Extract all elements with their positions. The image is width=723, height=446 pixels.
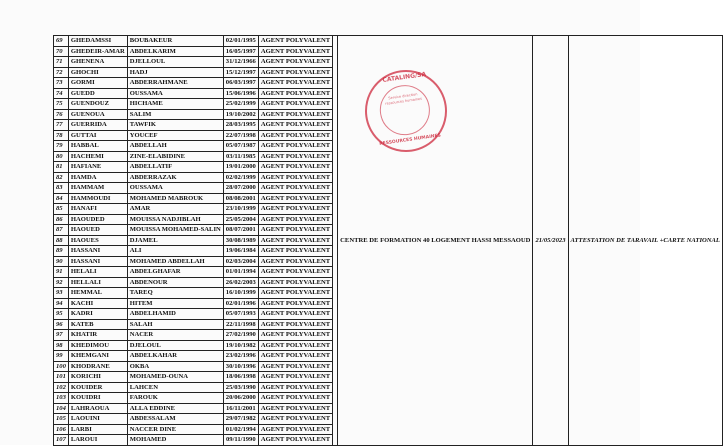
first-name-cell: ABDERRAHMANE bbox=[127, 78, 223, 89]
first-name-cell: ZINE-ELABIDINE bbox=[127, 151, 223, 162]
row-number: 78 bbox=[54, 130, 69, 141]
row-number: 89 bbox=[54, 246, 69, 257]
first-name-cell: ABDELKAHAR bbox=[127, 351, 223, 362]
first-name-cell: ABDELLAH bbox=[127, 141, 223, 152]
function-cell: AGENT POLYVALENT bbox=[258, 246, 332, 257]
first-name-cell: OUSSAMA bbox=[127, 88, 223, 99]
function-cell: AGENT POLYVALENT bbox=[258, 382, 332, 393]
last-name-cell: LARBI bbox=[68, 424, 127, 435]
last-name-cell: HANAFI bbox=[68, 204, 127, 215]
stamp-top-text: CATALING/SA bbox=[382, 70, 427, 84]
last-name-cell: HAOUDED bbox=[68, 214, 127, 225]
birth-date-cell: 20/06/2000 bbox=[223, 393, 258, 404]
row-number: 99 bbox=[54, 351, 69, 362]
row-number: 74 bbox=[54, 88, 69, 99]
first-name-cell: ABDELKARIM bbox=[127, 46, 223, 57]
birth-date-cell: 22/11/1998 bbox=[223, 319, 258, 330]
row-number: 107 bbox=[54, 435, 69, 446]
row-number: 71 bbox=[54, 57, 69, 68]
birth-date-cell: 19/10/1982 bbox=[223, 340, 258, 351]
function-cell: AGENT POLYVALENT bbox=[258, 193, 332, 204]
birth-date-cell: 15/06/1996 bbox=[223, 88, 258, 99]
documents-required-cell: ATTESTATION DE TARAVAIL +CARTE NATIONAL bbox=[568, 36, 722, 446]
birth-date-cell: 27/02/1990 bbox=[223, 330, 258, 341]
birth-date-cell: 06/03/1997 bbox=[223, 78, 258, 89]
row-number: 104 bbox=[54, 403, 69, 414]
first-name-cell: HADJ bbox=[127, 67, 223, 78]
row-number: 97 bbox=[54, 330, 69, 341]
first-name-cell: HITEM bbox=[127, 298, 223, 309]
first-name-cell: ABDELLATIF bbox=[127, 162, 223, 173]
row-number: 76 bbox=[54, 109, 69, 120]
first-name-cell: SALIM bbox=[127, 109, 223, 120]
last-name-cell: HASSANI bbox=[68, 256, 127, 267]
stamp-center-text: Service direction ressources humaines bbox=[384, 92, 423, 106]
first-name-cell: SALAH bbox=[127, 319, 223, 330]
row-number: 98 bbox=[54, 340, 69, 351]
row-number: 100 bbox=[54, 361, 69, 372]
first-name-cell: NACCER DINE bbox=[127, 424, 223, 435]
last-name-cell: KACHI bbox=[68, 298, 127, 309]
first-name-cell: AMAR bbox=[127, 204, 223, 215]
function-cell: AGENT POLYVALENT bbox=[258, 256, 332, 267]
function-cell: AGENT POLYVALENT bbox=[258, 120, 332, 131]
exam-date-cell: 21/05/2023 bbox=[533, 36, 568, 446]
birth-date-cell: 22/07/1998 bbox=[223, 130, 258, 141]
exam-center-cell: CENTRE DE FORMATION 40 LOGEMENT HASSI MESSAOUD bbox=[338, 36, 533, 446]
birth-date-cell: 28/03/1995 bbox=[223, 120, 258, 131]
stamp-bottom-text: RESSOURCES HUMAINES bbox=[379, 133, 442, 148]
row-number: 86 bbox=[54, 214, 69, 225]
birth-date-cell: 18/06/1998 bbox=[223, 372, 258, 383]
birth-date-cell: 28/07/2000 bbox=[223, 183, 258, 194]
birth-date-cell: 23/10/1999 bbox=[223, 204, 258, 215]
first-name-cell: DJELLOUL bbox=[127, 57, 223, 68]
function-cell: AGENT POLYVALENT bbox=[258, 414, 332, 425]
birth-date-cell: 15/12/1997 bbox=[223, 67, 258, 78]
last-name-cell: LAOUINI bbox=[68, 414, 127, 425]
first-name-cell: YOUCEF bbox=[127, 130, 223, 141]
birth-date-cell: 30/08/1989 bbox=[223, 235, 258, 246]
birth-date-cell: 05/07/1993 bbox=[223, 309, 258, 320]
last-name-cell: HAOUES bbox=[68, 235, 127, 246]
function-cell: AGENT POLYVALENT bbox=[258, 277, 332, 288]
last-name-cell: KHATIR bbox=[68, 330, 127, 341]
last-name-cell: HAMMAM bbox=[68, 183, 127, 194]
first-name-cell: TAREQ bbox=[127, 288, 223, 299]
last-name-cell: KOUIDER bbox=[68, 382, 127, 393]
last-name-cell: HEMMAL bbox=[68, 288, 127, 299]
first-name-cell: ABDESSALAM bbox=[127, 414, 223, 425]
first-name-cell: ALLA EDDINE bbox=[127, 403, 223, 414]
last-name-cell: GHEDEIR-AMAR bbox=[68, 46, 127, 57]
function-cell: AGENT POLYVALENT bbox=[258, 309, 332, 320]
last-name-cell: GUENDOUZ bbox=[68, 99, 127, 110]
last-name-cell: GUEDD bbox=[68, 88, 127, 99]
function-cell: AGENT POLYVALENT bbox=[258, 214, 332, 225]
row-number: 81 bbox=[54, 162, 69, 173]
birth-date-cell: 30/10/1996 bbox=[223, 361, 258, 372]
function-cell: AGENT POLYVALENT bbox=[258, 172, 332, 183]
last-name-cell: GUENOUA bbox=[68, 109, 127, 120]
last-name-cell: HAMMOUDI bbox=[68, 193, 127, 204]
row-number: 101 bbox=[54, 372, 69, 383]
function-cell: AGENT POLYVALENT bbox=[258, 204, 332, 215]
first-name-cell: MOUISSA MOHAMED-SALIN bbox=[127, 225, 223, 236]
last-name-cell: HACHEMI bbox=[68, 151, 127, 162]
function-cell: AGENT POLYVALENT bbox=[258, 162, 332, 173]
row-number: 77 bbox=[54, 120, 69, 131]
function-cell: AGENT POLYVALENT bbox=[258, 288, 332, 299]
first-name-cell: DJAMEL bbox=[127, 235, 223, 246]
first-name-cell: DJELOUL bbox=[127, 340, 223, 351]
function-cell: AGENT POLYVALENT bbox=[258, 235, 332, 246]
birth-date-cell: 02/03/2004 bbox=[223, 256, 258, 267]
birth-date-cell: 19/01/2000 bbox=[223, 162, 258, 173]
last-name-cell: KADRI bbox=[68, 309, 127, 320]
last-name-cell: KHODRANE bbox=[68, 361, 127, 372]
function-cell: AGENT POLYVALENT bbox=[258, 351, 332, 362]
row-number: 72 bbox=[54, 67, 69, 78]
function-cell: AGENT POLYVALENT bbox=[258, 67, 332, 78]
birth-date-cell: 16/11/2001 bbox=[223, 403, 258, 414]
last-name-cell: HAFIANE bbox=[68, 162, 127, 173]
last-name-cell: KORICHI bbox=[68, 372, 127, 383]
row-number: 95 bbox=[54, 309, 69, 320]
first-name-cell: MOHAMED ABDELLAH bbox=[127, 256, 223, 267]
function-cell: AGENT POLYVALENT bbox=[258, 225, 332, 236]
first-name-cell: OKBA bbox=[127, 361, 223, 372]
first-name-cell: OUSSAMA bbox=[127, 183, 223, 194]
row-number: 93 bbox=[54, 288, 69, 299]
birth-date-cell: 08/07/2001 bbox=[223, 225, 258, 236]
last-name-cell: HABBAL bbox=[68, 141, 127, 152]
last-name-cell: GUTTAI bbox=[68, 130, 127, 141]
last-name-cell: KOUIDRI bbox=[68, 393, 127, 404]
birth-date-cell: 19/10/2002 bbox=[223, 109, 258, 120]
birth-date-cell: 02/01/1995 bbox=[223, 36, 258, 47]
function-cell: AGENT POLYVALENT bbox=[258, 393, 332, 404]
birth-date-cell: 01/01/1994 bbox=[223, 267, 258, 278]
function-cell: AGENT POLYVALENT bbox=[258, 130, 332, 141]
function-cell: AGENT POLYVALENT bbox=[258, 57, 332, 68]
birth-date-cell: 01/02/1994 bbox=[223, 424, 258, 435]
first-name-cell: ABDERRAZAK bbox=[127, 172, 223, 183]
table-row bbox=[54, 36, 723, 47]
function-cell: AGENT POLYVALENT bbox=[258, 183, 332, 194]
first-name-cell: ABDELGHAFAR bbox=[127, 267, 223, 278]
row-number: 90 bbox=[54, 256, 69, 267]
birth-date-cell: 02/02/1999 bbox=[223, 172, 258, 183]
row-number: 92 bbox=[54, 277, 69, 288]
last-name-cell: HAMDA bbox=[68, 172, 127, 183]
first-name-cell: ABDELHAMID bbox=[127, 309, 223, 320]
last-name-cell: KHEMGANI bbox=[68, 351, 127, 362]
function-cell: AGENT POLYVALENT bbox=[258, 403, 332, 414]
first-name-cell: NACER bbox=[127, 330, 223, 341]
first-name-cell: LAHCEN bbox=[127, 382, 223, 393]
row-number: 106 bbox=[54, 424, 69, 435]
birth-date-cell: 25/02/1999 bbox=[223, 99, 258, 110]
birth-date-cell: 08/08/2001 bbox=[223, 193, 258, 204]
birth-date-cell: 23/02/1996 bbox=[223, 351, 258, 362]
row-number: 75 bbox=[54, 99, 69, 110]
row-number: 84 bbox=[54, 193, 69, 204]
last-name-cell: HAOUED bbox=[68, 225, 127, 236]
first-name-cell: TAWFIK bbox=[127, 120, 223, 131]
last-name-cell: LAHRAOUA bbox=[68, 403, 127, 414]
function-cell: AGENT POLYVALENT bbox=[258, 319, 332, 330]
row-number: 94 bbox=[54, 298, 69, 309]
birth-date-cell: 02/01/1996 bbox=[223, 298, 258, 309]
last-name-cell: KATEB bbox=[68, 319, 127, 330]
function-cell: AGENT POLYVALENT bbox=[258, 267, 332, 278]
last-name-cell: GHOCHI bbox=[68, 67, 127, 78]
row-number: 80 bbox=[54, 151, 69, 162]
last-name-cell: HASSANI bbox=[68, 246, 127, 257]
function-cell: AGENT POLYVALENT bbox=[258, 99, 332, 110]
row-number: 85 bbox=[54, 204, 69, 215]
function-cell: AGENT POLYVALENT bbox=[258, 109, 332, 120]
row-number: 105 bbox=[54, 414, 69, 425]
first-name-cell: HICHAME bbox=[127, 99, 223, 110]
birth-date-cell: 05/07/1987 bbox=[223, 141, 258, 152]
row-number: 70 bbox=[54, 46, 69, 57]
row-number: 88 bbox=[54, 235, 69, 246]
birth-date-cell: 29/07/1982 bbox=[223, 414, 258, 425]
function-cell: AGENT POLYVALENT bbox=[258, 78, 332, 89]
row-number: 96 bbox=[54, 319, 69, 330]
birth-date-cell: 31/12/1966 bbox=[223, 57, 258, 68]
function-cell: AGENT POLYVALENT bbox=[258, 141, 332, 152]
last-name-cell: HELLALI bbox=[68, 277, 127, 288]
last-name-cell: LAROUI bbox=[68, 435, 127, 446]
function-cell: AGENT POLYVALENT bbox=[258, 435, 332, 446]
first-name-cell: ALI bbox=[127, 246, 223, 257]
row-number: 73 bbox=[54, 78, 69, 89]
last-name-cell: GORMI bbox=[68, 78, 127, 89]
row-number: 79 bbox=[54, 141, 69, 152]
function-cell: AGENT POLYVALENT bbox=[258, 340, 332, 351]
birth-date-cell: 19/06/1984 bbox=[223, 246, 258, 257]
function-cell: AGENT POLYVALENT bbox=[258, 151, 332, 162]
birth-date-cell: 03/11/1985 bbox=[223, 151, 258, 162]
stamp-inner-ring bbox=[377, 82, 433, 138]
function-cell: AGENT POLYVALENT bbox=[258, 88, 332, 99]
first-name-cell: BOUBAKEUR bbox=[127, 36, 223, 47]
first-name-cell: MOHAMED-OUNA bbox=[127, 372, 223, 383]
birth-date-cell: 16/05/1997 bbox=[223, 46, 258, 57]
row-number: 83 bbox=[54, 183, 69, 194]
last-name-cell: GHEDAMSSI bbox=[68, 36, 127, 47]
birth-date-cell: 16/10/1999 bbox=[223, 288, 258, 299]
birth-date-cell: 25/03/1990 bbox=[223, 382, 258, 393]
last-name-cell: HELALI bbox=[68, 267, 127, 278]
function-cell: AGENT POLYVALENT bbox=[258, 36, 332, 47]
row-number: 82 bbox=[54, 172, 69, 183]
row-number: 87 bbox=[54, 225, 69, 236]
function-cell: AGENT POLYVALENT bbox=[258, 46, 332, 57]
first-name-cell: MOUISSA NADJIBLAH bbox=[127, 214, 223, 225]
function-cell: AGENT POLYVALENT bbox=[258, 330, 332, 341]
first-name-cell: ABDENOUR bbox=[127, 277, 223, 288]
last-name-cell: GHENENA bbox=[68, 57, 127, 68]
first-name-cell: FAROUK bbox=[127, 393, 223, 404]
last-name-cell: GUERRIDA bbox=[68, 120, 127, 131]
birth-date-cell: 25/05/2004 bbox=[223, 214, 258, 225]
birth-date-cell: 26/02/2003 bbox=[223, 277, 258, 288]
function-cell: AGENT POLYVALENT bbox=[258, 298, 332, 309]
row-number: 103 bbox=[54, 393, 69, 404]
function-cell: AGENT POLYVALENT bbox=[258, 424, 332, 435]
function-cell: AGENT POLYVALENT bbox=[258, 372, 332, 383]
row-number: 69 bbox=[54, 36, 69, 47]
birth-date-cell: 09/11/1990 bbox=[223, 435, 258, 446]
row-number: 102 bbox=[54, 382, 69, 393]
last-name-cell: KHEDIMOU bbox=[68, 340, 127, 351]
function-cell: AGENT POLYVALENT bbox=[258, 361, 332, 372]
first-name-cell: MOHAMED bbox=[127, 435, 223, 446]
first-name-cell: MOHAMED MABROUK bbox=[127, 193, 223, 204]
row-number: 91 bbox=[54, 267, 69, 278]
